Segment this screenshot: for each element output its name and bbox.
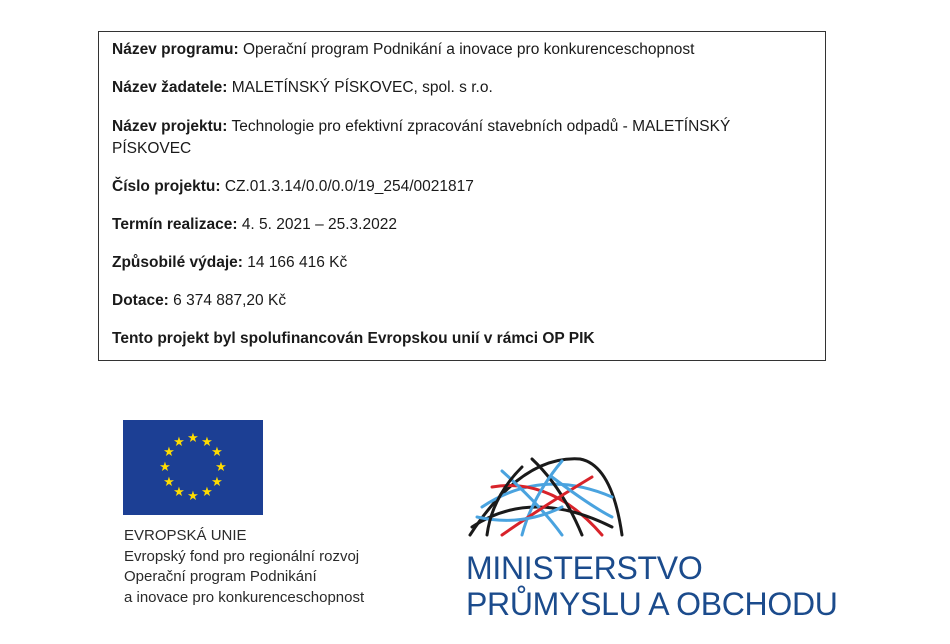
project-label: Název projektu: xyxy=(112,118,228,135)
ministry-logo-text xyxy=(466,550,838,622)
expenses-value: 14 166 416 Kč xyxy=(247,254,348,271)
svg-text:★: ★ xyxy=(215,460,227,475)
cofinancing-statement: Tento projekt byl spolufinancován Evropskou unií v rámci OP PIK xyxy=(112,330,595,347)
svg-text:★: ★ xyxy=(187,489,199,504)
eu-line-3: Operační program Podnikání xyxy=(124,568,317,585)
applicant-row xyxy=(112,77,812,99)
grant-label: Dotace: xyxy=(112,292,169,309)
eu-line-2: Evropský fond pro regionální rozvoj xyxy=(124,547,360,565)
svg-text:★: ★ xyxy=(201,435,213,450)
eu-line-1: EVROPSKÁ UNIE xyxy=(124,527,247,544)
svg-text:★: ★ xyxy=(173,485,185,500)
svg-text:★: ★ xyxy=(163,445,175,460)
eu-flag-icon xyxy=(123,420,263,515)
grant-row xyxy=(112,290,812,312)
project-value-line1: Technologie pro efektivní zpracování stavebních odpadů - MALETÍNSKÝ xyxy=(231,118,731,135)
expenses-row xyxy=(112,252,812,274)
svg-text:★: ★ xyxy=(187,431,199,446)
svg-text:★: ★ xyxy=(159,460,171,475)
ministry-line-2: PRŮMYSLU A OBCHODU xyxy=(466,586,838,622)
applicant-value: MALETÍNSKÝ PÍSKOVEC, spol. s r.o. xyxy=(231,79,493,96)
project-info-box xyxy=(98,31,826,361)
program-label: Název programu: xyxy=(112,41,239,58)
number-label: Číslo projektu: xyxy=(112,178,221,195)
applicant-label: Název žadatele: xyxy=(112,79,228,96)
eu-line-4: a inovace pro konkurenceschopnost xyxy=(124,588,365,606)
eu-logo-text xyxy=(124,526,364,608)
number-row xyxy=(112,176,812,198)
grant-value: 6 374 887,20 Kč xyxy=(173,292,287,309)
svg-text:★: ★ xyxy=(173,435,185,450)
svg-text:★: ★ xyxy=(163,475,175,490)
term-value: 4. 5. 2021 – 25.3.2022 xyxy=(241,216,397,233)
eu-stars-icon xyxy=(123,420,263,515)
project-row xyxy=(112,116,812,160)
ministry-line-1: MINISTERSTVO xyxy=(466,550,703,586)
program-row xyxy=(112,39,812,61)
svg-text:★: ★ xyxy=(201,485,213,500)
term-label: Termín realizace: xyxy=(112,216,238,233)
number-value: CZ.01.3.14/0.0/0.0/19_254/0021817 xyxy=(224,178,474,195)
project-value-line2: PÍSKOVEC xyxy=(112,140,192,157)
svg-text:★: ★ xyxy=(211,475,223,490)
expenses-label: Způsobilé výdaje: xyxy=(112,254,243,271)
term-row xyxy=(112,214,812,236)
svg-text:★: ★ xyxy=(211,445,223,460)
program-value: Operační program Podnikání a inovace pro konkurenceschopnost xyxy=(242,41,695,58)
